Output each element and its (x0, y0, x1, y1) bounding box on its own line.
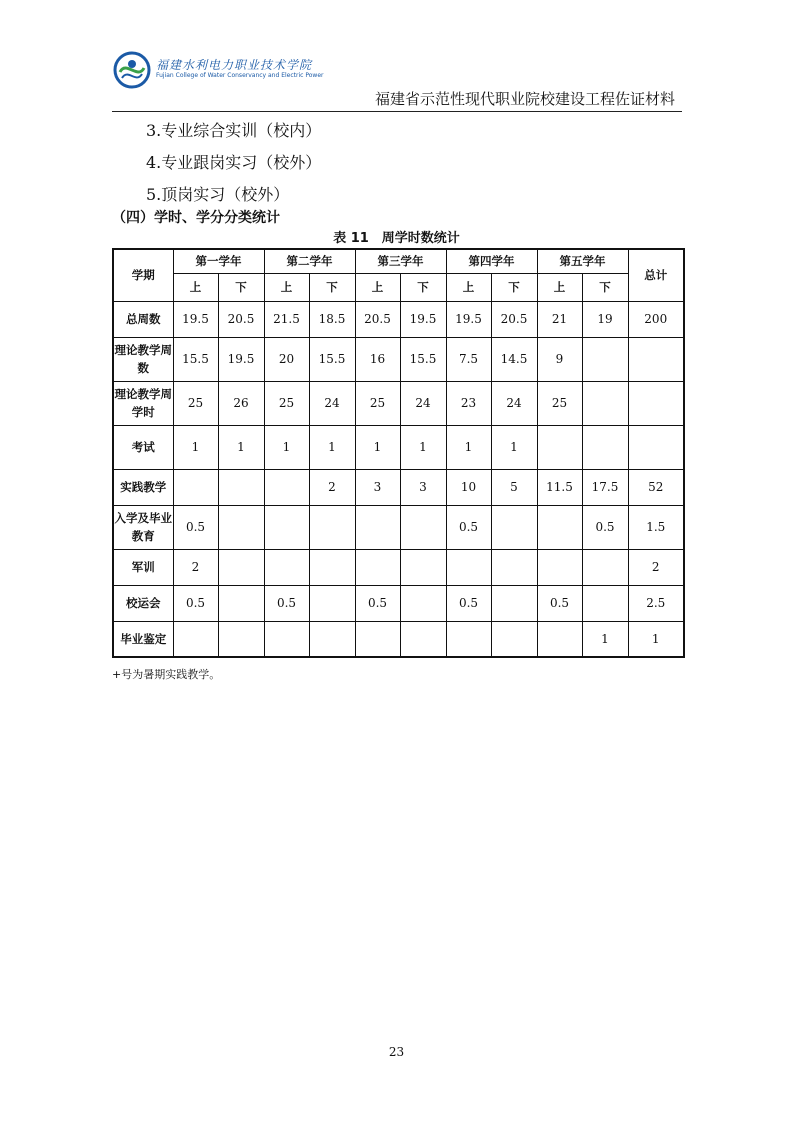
table-cell: 0.5 (446, 585, 491, 621)
table-cell (628, 425, 684, 469)
college-logo (112, 50, 324, 90)
table-cell (218, 549, 264, 585)
table-cell: 26 (218, 381, 264, 425)
table-row (113, 505, 684, 549)
table-cell: 10 (446, 469, 491, 505)
table-cell (582, 425, 628, 469)
header-half: 下 (400, 273, 446, 301)
logo-emblem-icon (112, 50, 152, 90)
table-cell (491, 585, 537, 621)
table-cell: 1 (491, 425, 537, 469)
table-cell: 0.5 (582, 505, 628, 549)
table-header-row (113, 249, 684, 273)
table-cell: 24 (309, 381, 355, 425)
table-cell: 1 (582, 621, 628, 657)
table-cell: 5 (491, 469, 537, 505)
table-cell (355, 549, 400, 585)
table-cell (537, 549, 582, 585)
header-half: 上 (264, 273, 309, 301)
header-half: 上 (446, 273, 491, 301)
table-cell (582, 549, 628, 585)
table-cell: 2 (173, 549, 218, 585)
table-cell: 11.5 (537, 469, 582, 505)
table-cell: 25 (355, 381, 400, 425)
header-year-5: 第五学年 (537, 249, 628, 273)
table-cell (309, 549, 355, 585)
table-cell: 1 (264, 425, 309, 469)
table-cell (264, 549, 309, 585)
table-row (113, 549, 684, 585)
table-cell: 2.5 (628, 585, 684, 621)
table-cell: 19.5 (173, 301, 218, 337)
table-cell (309, 585, 355, 621)
table-cell (537, 505, 582, 549)
table-cell: 25 (264, 381, 309, 425)
row-label: 入学及毕业教育 (113, 505, 173, 549)
table-cell (628, 381, 684, 425)
list-item: 5.顶岗实习（校外） (146, 185, 290, 204)
weekly-hours-table (112, 248, 685, 658)
table-cell (400, 585, 446, 621)
header-year-3: 第三学年 (355, 249, 446, 273)
table-cell (491, 505, 537, 549)
table-cell (491, 621, 537, 657)
logo-subtitle: Fujian College of Water Conservancy and Electric Power (156, 72, 324, 79)
table-cell: 20.5 (355, 301, 400, 337)
table-row (113, 301, 684, 337)
row-label: 理论教学周数 (113, 337, 173, 381)
table-cell (537, 425, 582, 469)
header-half: 上 (537, 273, 582, 301)
table-cell (309, 505, 355, 549)
table-cell (218, 469, 264, 505)
header-half: 下 (582, 273, 628, 301)
table-row (113, 425, 684, 469)
table-cell: 2 (309, 469, 355, 505)
header-title: 福建省示范性现代职业院校建设工程佐证材料 (374, 90, 675, 108)
table-note: +号为暑期实践教学。 (112, 668, 221, 681)
table-cell: 3 (355, 469, 400, 505)
table-row (113, 337, 684, 381)
table-cell (173, 469, 218, 505)
table-cell: 20.5 (491, 301, 537, 337)
table-cell (628, 337, 684, 381)
table-cell: 200 (628, 301, 684, 337)
table-cell: 1 (218, 425, 264, 469)
table-cell: 20 (264, 337, 309, 381)
table-cell: 23 (446, 381, 491, 425)
table-cell (264, 469, 309, 505)
page-number: 23 (388, 1045, 405, 1059)
table-cell: 20.5 (218, 301, 264, 337)
table-row (113, 621, 684, 657)
header-year-1: 第一学年 (173, 249, 264, 273)
table-cell: 19 (582, 301, 628, 337)
header-half: 下 (309, 273, 355, 301)
table-cell (446, 621, 491, 657)
table-cell (218, 505, 264, 549)
table-cell: 1 (446, 425, 491, 469)
table-cell (218, 621, 264, 657)
table-cell (400, 621, 446, 657)
table-cell (582, 381, 628, 425)
header-total: 总计 (628, 249, 684, 301)
logo-text: 福建水利电力职业技术学院 (156, 58, 313, 72)
table-cell: 15.5 (400, 337, 446, 381)
table-row (113, 585, 684, 621)
table-cell: 2 (628, 549, 684, 585)
list-item: 3.专业综合实训（校内） (146, 121, 322, 140)
header-corner: 学期 (113, 249, 173, 301)
table-cell: 7.5 (446, 337, 491, 381)
table-cell: 19.5 (218, 337, 264, 381)
table-cell: 15.5 (309, 337, 355, 381)
row-label: 总周数 (113, 301, 173, 337)
table-cell (355, 505, 400, 549)
table-caption: 表 11 周学时数统计 (333, 231, 460, 246)
table-cell: 3 (400, 469, 446, 505)
header-divider (112, 111, 682, 112)
table-row (113, 381, 684, 425)
table-cell: 25 (173, 381, 218, 425)
row-label: 军训 (113, 549, 173, 585)
table-cell: 17.5 (582, 469, 628, 505)
header-half: 下 (218, 273, 264, 301)
table-cell: 16 (355, 337, 400, 381)
table-cell: 1 (355, 425, 400, 469)
table-cell: 19.5 (400, 301, 446, 337)
table-cell (446, 549, 491, 585)
table-cell: 0.5 (173, 585, 218, 621)
list-item: 4.专业跟岗实习（校外） (146, 153, 322, 172)
table-cell: 24 (491, 381, 537, 425)
table-cell: 24 (400, 381, 446, 425)
row-label: 理论教学周学时 (113, 381, 173, 425)
row-label: 毕业鉴定 (113, 621, 173, 657)
header-year-4: 第四学年 (446, 249, 537, 273)
row-label: 校运会 (113, 585, 173, 621)
table-cell (582, 337, 628, 381)
table-cell: 19.5 (446, 301, 491, 337)
table-cell: 21 (537, 301, 582, 337)
table-row (113, 469, 684, 505)
row-label: 实践教学 (113, 469, 173, 505)
table-cell (400, 549, 446, 585)
table-cell (309, 621, 355, 657)
table-cell: 0.5 (173, 505, 218, 549)
table-cell: 21.5 (264, 301, 309, 337)
table-cell (264, 621, 309, 657)
table-cell (491, 549, 537, 585)
table-cell: 1 (309, 425, 355, 469)
table-cell: 1 (400, 425, 446, 469)
table-cell: 14.5 (491, 337, 537, 381)
header-half: 上 (355, 273, 400, 301)
section-title: （四）学时、学分分类统计 (112, 210, 280, 226)
table-body (113, 301, 684, 657)
header-half: 上 (173, 273, 218, 301)
table-cell (173, 621, 218, 657)
table-subheader-row (113, 273, 684, 301)
table-cell: 1.5 (628, 505, 684, 549)
table-cell (355, 621, 400, 657)
table-cell (537, 621, 582, 657)
table-cell: 15.5 (173, 337, 218, 381)
table-cell: 25 (537, 381, 582, 425)
table-cell: 0.5 (537, 585, 582, 621)
table-cell (264, 505, 309, 549)
row-label: 考试 (113, 425, 173, 469)
header-year-2: 第二学年 (264, 249, 355, 273)
table-cell (218, 585, 264, 621)
table-cell: 1 (173, 425, 218, 469)
table-cell (400, 505, 446, 549)
table-cell: 1 (628, 621, 684, 657)
table-cell: 0.5 (355, 585, 400, 621)
table-cell: 18.5 (309, 301, 355, 337)
table-cell: 0.5 (264, 585, 309, 621)
table-cell: 9 (537, 337, 582, 381)
table-cell: 0.5 (446, 505, 491, 549)
table-cell: 52 (628, 469, 684, 505)
table-cell (582, 585, 628, 621)
header-half: 下 (491, 273, 537, 301)
